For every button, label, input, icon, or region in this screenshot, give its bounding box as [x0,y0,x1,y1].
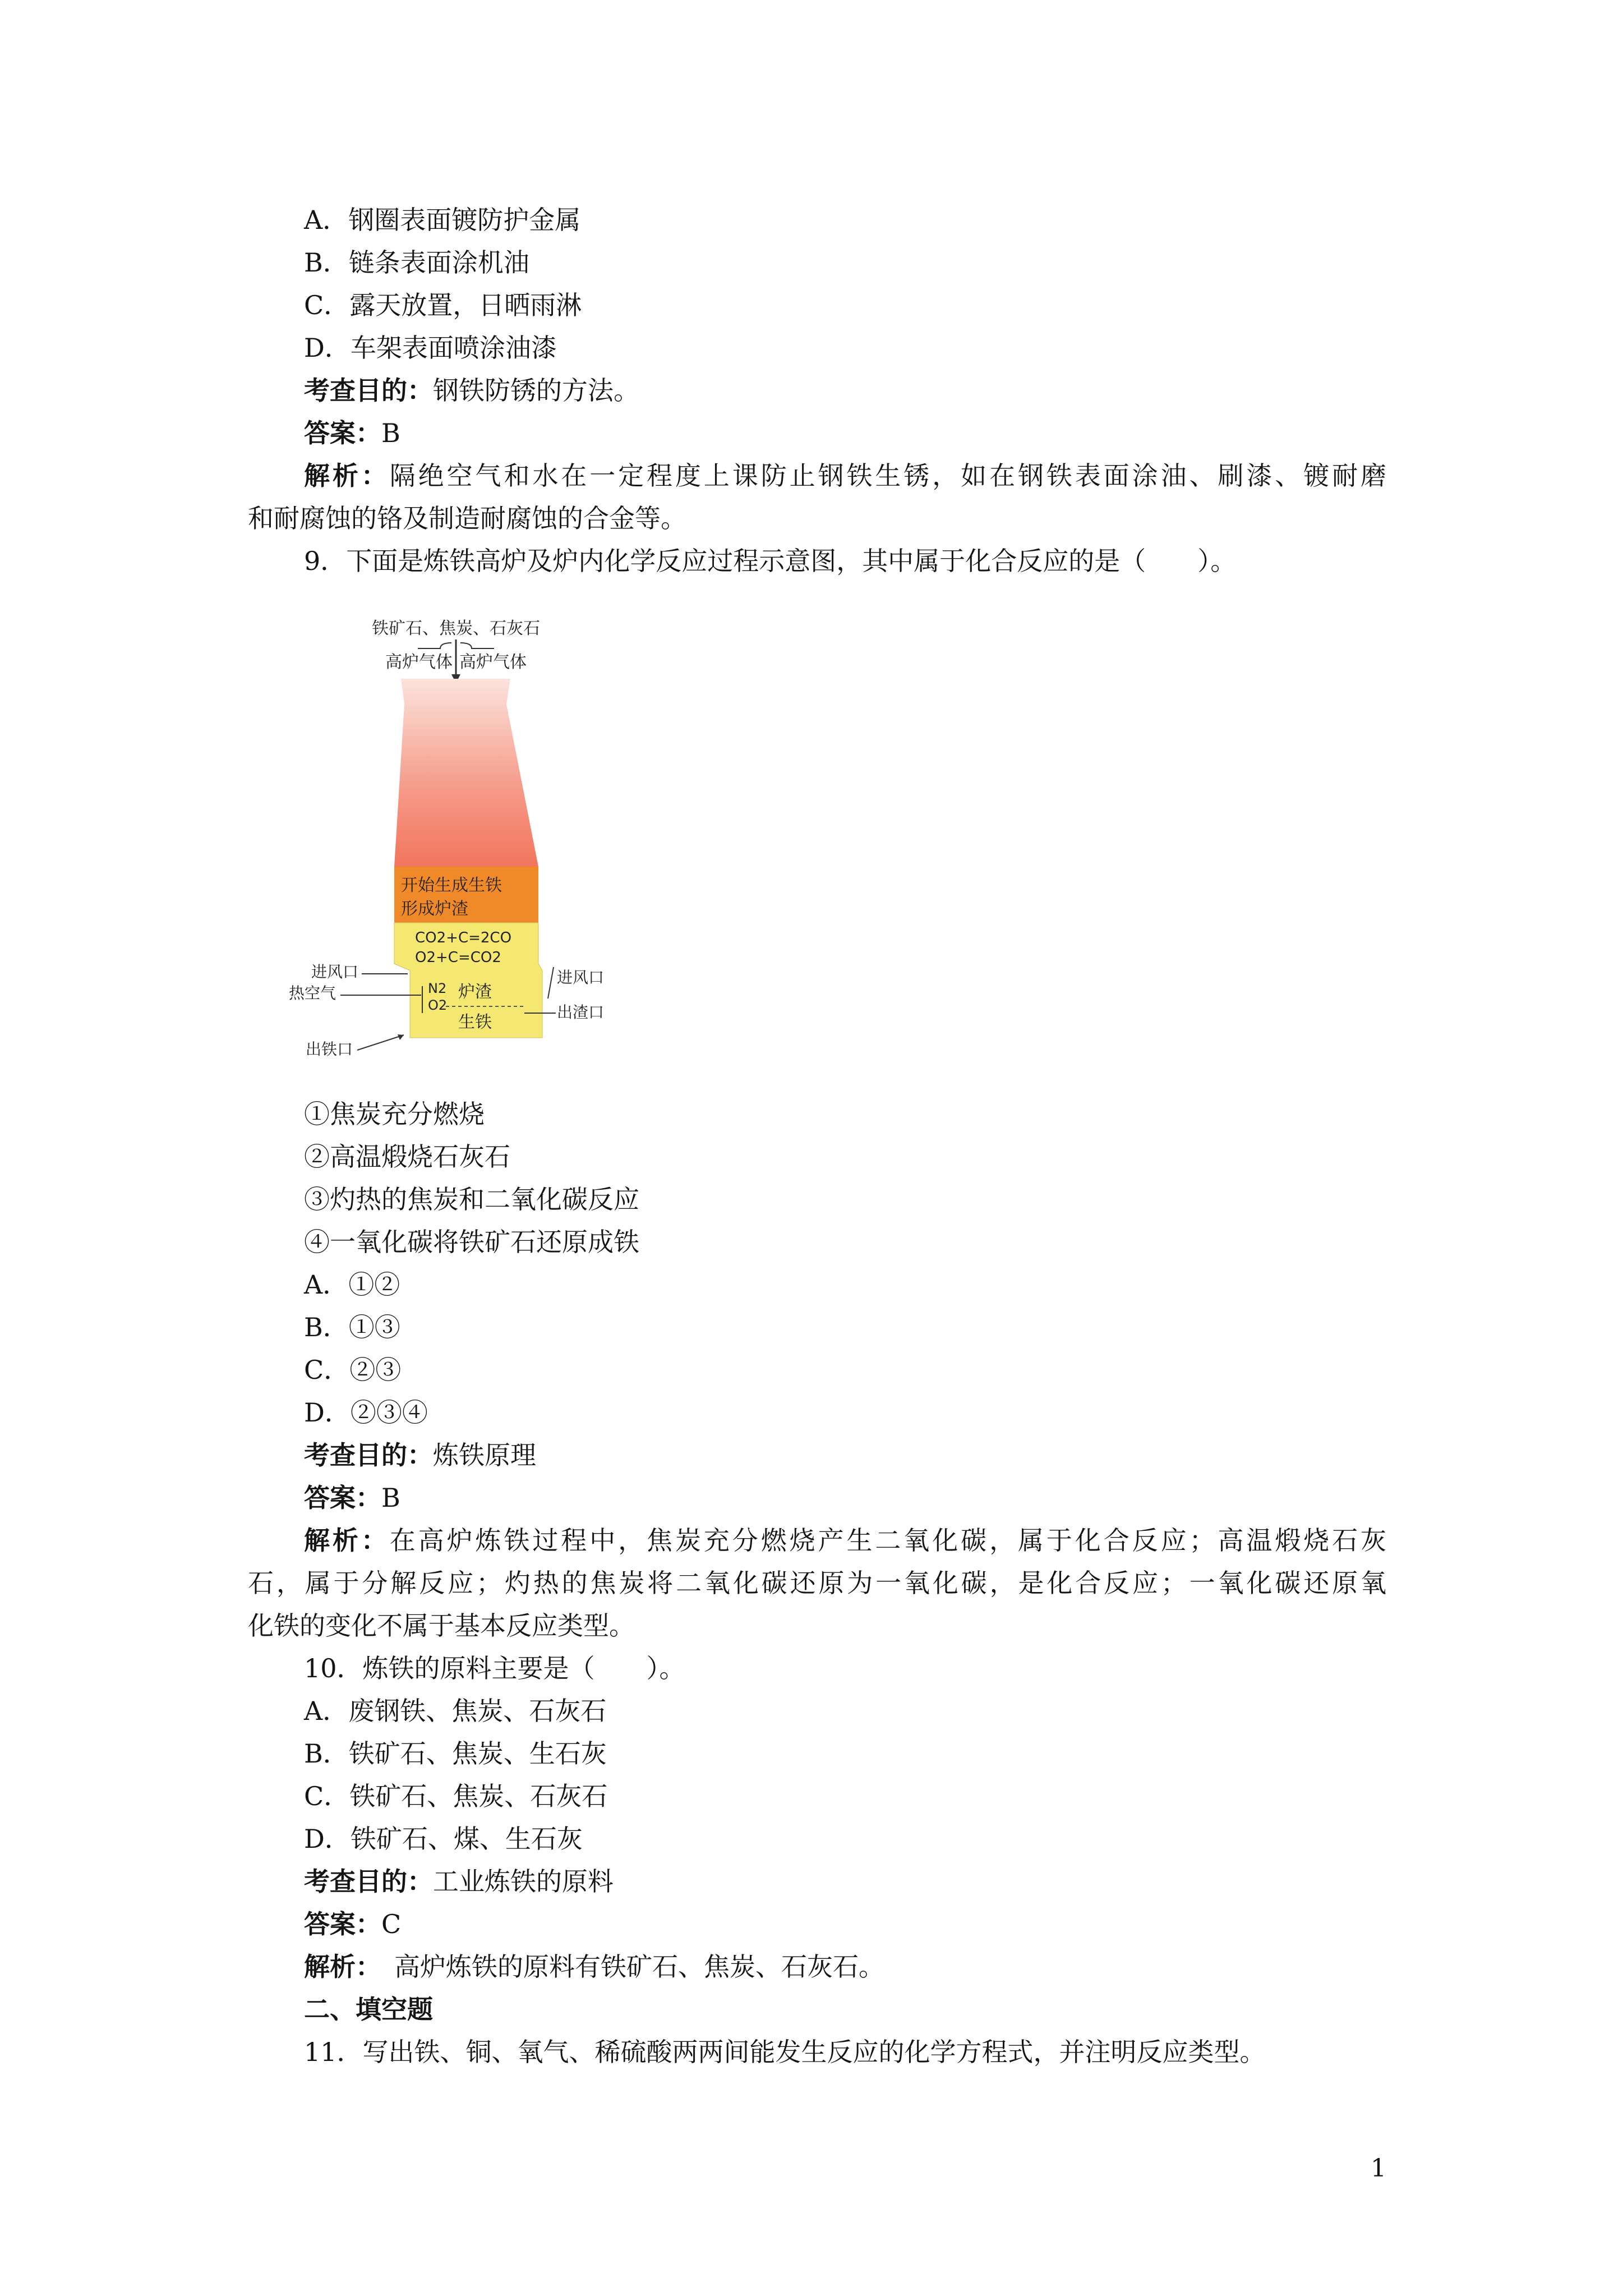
q9-analysis-line2: 石，属于分解反应；灼热的焦炭将二氧化碳还原为一氧化碳，是化合反应；一氧化碳还原氧 [248,1568,1386,1598]
q9-option-c: C．②③ [304,1355,402,1385]
analysis-text: 在高炉炼铁过程中，焦炭充分燃烧产生二氧化碳，属于化合反应；高温煅烧石灰 [389,1525,1387,1556]
answer-text: B [381,418,400,448]
q10-purpose [304,1865,614,1898]
q8-option-b: B．链条表面涂机油 [304,247,529,278]
q9-statement-1: ①焦炭充分燃烧 [304,1099,485,1129]
answer-text: C [381,1909,402,1939]
q10-option-b: B．铁矿石、焦炭、生石灰 [304,1738,607,1769]
q9-option-a: A．①② [304,1269,400,1300]
answer-text: B [381,1483,400,1513]
o2-label: O2 [428,997,448,1013]
iron-outlet-arrow [357,1035,404,1050]
equation-o2-c: O2+C=CO2 [415,949,501,966]
answer-label: 答案： [304,418,381,448]
section-title: 二、填空题 [304,1994,433,2024]
q8-option-a: A．钢圈表面镀防护金属 [304,205,581,235]
q9-statement-2: ②高温煅烧石灰石 [304,1142,510,1172]
air-inlet-right-arrow [548,967,554,999]
q9-purpose [304,1438,536,1472]
purpose-text: 炼铁原理 [433,1440,536,1470]
analysis-text: 高炉炼铁的原料有铁矿石、焦炭、石灰石。 [368,1952,884,1982]
answer-label: 答案： [304,1909,381,1939]
gas-label-left: 高炉气体 [385,652,453,672]
purpose-label: 考查目的： [304,1866,433,1897]
blast-furnace-diagram [289,611,614,1071]
analysis-label: 解析： [304,1525,390,1556]
analysis-label: 解析： [304,1952,368,1982]
q9-analysis-line1 [304,1524,1386,1557]
zone-slag-label: 形成炉渣 [401,899,468,919]
purpose-text: 工业炼铁的原料 [433,1866,614,1897]
q9-statement-4: ④一氧化碳将铁矿石还原成铁 [304,1227,639,1257]
answer-label: 答案： [304,1483,381,1513]
raw-materials-label: 铁矿石、焦炭、石灰石 [372,619,540,638]
q8-analysis-line1 [304,459,1386,493]
slag-label: 炉渣 [458,982,492,1002]
q8-answer [304,416,400,450]
zone-start-iron-label: 开始生成生铁 [401,876,502,895]
q9-option-d: D．②③④ [304,1397,428,1428]
slag-outlet-label: 出渣口 [557,1003,605,1022]
pig-iron-label: 生铁 [458,1013,492,1032]
q8-option-c: C．露天放置，日晒雨淋 [304,290,582,320]
gas-bracket-left [418,643,451,648]
q9-analysis-line3: 化铁的变化不属于基本反应类型。 [248,1611,635,1641]
q9-answer [304,1481,400,1515]
q9-stem: 9．下面是炼铁高炉及炉内化学反应过程示意图，其中属于化合反应的是（ ）。 [304,546,1237,576]
analysis-label: 解析： [304,461,390,491]
q8-purpose [304,374,639,407]
q8-analysis-line2: 和耐腐蚀的铬及制造耐腐蚀的合金等。 [248,503,686,533]
q10-analysis [304,1950,884,1984]
analysis-text: 隔绝空气和水在一定程度上课防止钢铁生锈，如在钢铁表面涂油、刷漆、镀耐磨 [389,461,1387,491]
air-inlet-right-label: 进风口 [557,968,605,987]
q10-answer [304,1907,401,1941]
q8-option-d: D．车架表面喷涂油漆 [304,333,557,363]
q10-option-c: C．铁矿石、焦炭、石灰石 [304,1781,608,1811]
purpose-label: 考查目的： [304,375,433,406]
q10-option-a: A．废钢铁、焦炭、石灰石 [304,1696,607,1726]
n2-label: N2 [428,981,447,996]
equation-co2-c: CO2+C=2CO [415,930,512,946]
hot-air-label: 热空气 [289,984,336,1002]
q9-option-b: B．①③ [304,1312,400,1342]
iron-outlet-label: 出铁口 [306,1040,353,1059]
q9-statement-3: ③灼热的焦炭和二氧化碳反应 [304,1184,639,1214]
gas-label-right: 高炉气体 [459,652,527,672]
q10-option-d: D．铁矿石、煤、生石灰 [304,1824,583,1854]
purpose-text: 钢铁防锈的方法。 [433,375,639,406]
q11-stem: 11．写出铁、铜、氧气、稀硫酸两两间能发生反应的化学方程式，并注明反应类型。 [304,2037,1266,2067]
page-number: 1 [1371,2154,1386,2183]
purpose-label: 考查目的： [304,1440,433,1470]
air-inlet-left-label: 进风口 [311,963,359,981]
q10-stem: 10．炼铁的原料主要是（ ）。 [304,1653,685,1683]
gas-bracket-right [460,643,494,648]
